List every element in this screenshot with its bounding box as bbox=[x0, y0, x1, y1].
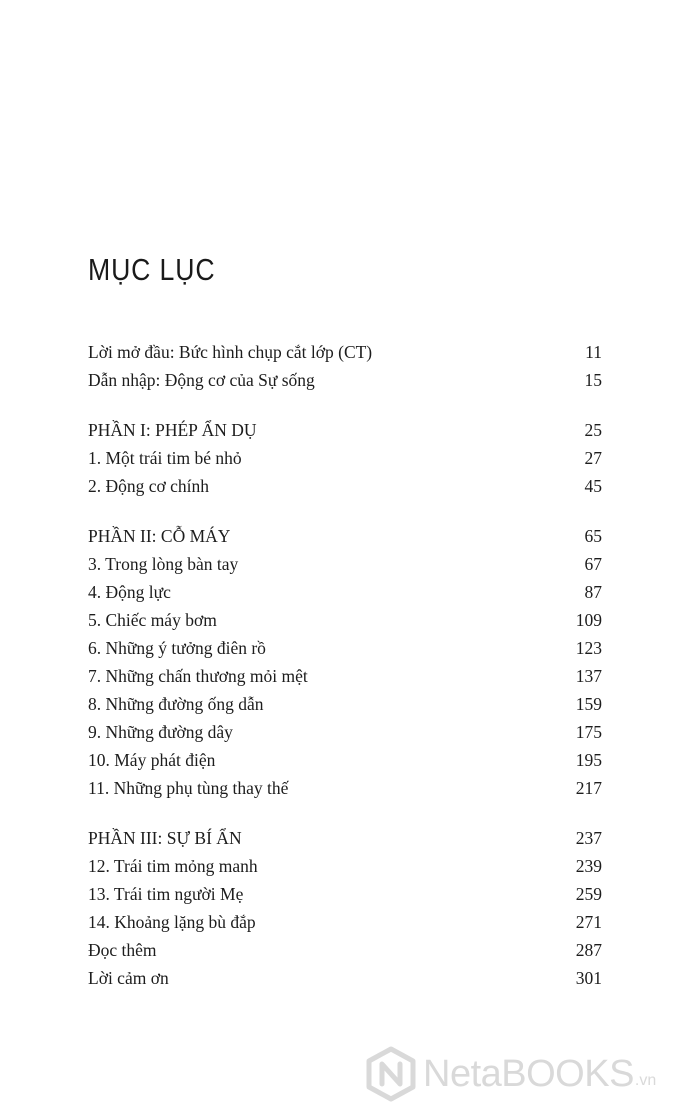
toc-entry-page: 67 bbox=[584, 554, 602, 574]
toc-part-heading bbox=[88, 522, 602, 550]
toc-entry-page: 137 bbox=[575, 666, 602, 686]
toc-entry-label: Lời mở đầu: Bức hình chụp cắt lớp (CT) bbox=[88, 342, 373, 362]
toc-entry-label: 5. Chiếc máy bơm bbox=[88, 610, 217, 630]
toc-entry-page: 123 bbox=[575, 638, 602, 658]
toc-entry-page: 195 bbox=[575, 750, 602, 770]
toc-entry-label: 12. Trái tim mỏng manh bbox=[88, 856, 258, 876]
toc-entry-label: 9. Những đường dây bbox=[88, 722, 233, 742]
toc-entry-page: 159 bbox=[575, 694, 602, 714]
toc-part-heading bbox=[88, 416, 602, 444]
toc-entry-page: 237 bbox=[575, 828, 602, 848]
toc-entry-page: 87 bbox=[584, 582, 602, 602]
toc-entry-label: Dẫn nhập: Động cơ của Sự sống bbox=[88, 370, 315, 390]
toc-entry-page: 287 bbox=[575, 940, 602, 960]
toc-group-front bbox=[88, 338, 602, 394]
toc-entry-label: 8. Những đường ống dẫn bbox=[88, 694, 264, 714]
table-of-contents bbox=[88, 338, 602, 992]
toc-entry-label: 1. Một trái tim bé nhỏ bbox=[88, 448, 242, 468]
toc-entry bbox=[88, 606, 602, 634]
toc-group-part1 bbox=[88, 416, 602, 500]
toc-entry bbox=[88, 936, 602, 964]
toc-entry-label: 4. Động lực bbox=[88, 582, 171, 602]
toc-entry bbox=[88, 578, 602, 606]
toc-entry-page: 109 bbox=[575, 610, 602, 630]
toc-entry bbox=[88, 634, 602, 662]
toc-entry-page: 217 bbox=[575, 778, 602, 798]
toc-group-part3 bbox=[88, 824, 602, 992]
toc-entry-page: 259 bbox=[575, 884, 602, 904]
toc-entry bbox=[88, 690, 602, 718]
toc-entry bbox=[88, 550, 602, 578]
toc-group-part2 bbox=[88, 522, 602, 802]
toc-entry bbox=[88, 908, 602, 936]
watermark-suffix: .vn bbox=[634, 1072, 657, 1089]
watermark-brand: NetaBOOKS bbox=[423, 1052, 634, 1095]
toc-entry-label: PHẦN III: SỰ BÍ ẨN bbox=[88, 828, 242, 848]
toc-entry bbox=[88, 774, 602, 802]
toc-entry-label: Đọc thêm bbox=[88, 940, 157, 960]
toc-entry-label: 6. Những ý tưởng điên rồ bbox=[88, 638, 266, 658]
toc-entry-page: 25 bbox=[584, 420, 602, 440]
toc-entry bbox=[88, 718, 602, 746]
toc-entry-page: 15 bbox=[584, 370, 602, 390]
toc-entry bbox=[88, 964, 602, 992]
toc-entry-page: 175 bbox=[575, 722, 602, 742]
toc-entry-page: 45 bbox=[584, 476, 602, 496]
toc-entry bbox=[88, 444, 602, 472]
toc-entry bbox=[88, 852, 602, 880]
toc-entry bbox=[88, 366, 602, 394]
toc-entry-page: 27 bbox=[584, 448, 602, 468]
toc-entry-label: 13. Trái tim người Mẹ bbox=[88, 884, 244, 904]
toc-entry-page: 65 bbox=[584, 526, 602, 546]
n-hexagon-logo-icon bbox=[365, 1046, 417, 1102]
watermark bbox=[365, 1046, 656, 1102]
toc-part-heading bbox=[88, 824, 602, 852]
toc-entry-label: 11. Những phụ tùng thay thế bbox=[88, 778, 289, 798]
toc-entry-page: 11 bbox=[585, 342, 602, 362]
toc-entry bbox=[88, 338, 602, 366]
page-title: MỤC LỤC bbox=[88, 252, 216, 287]
toc-entry-label: 14. Khoảng lặng bù đắp bbox=[88, 912, 256, 932]
toc-entry-page: 301 bbox=[575, 968, 602, 988]
toc-entry bbox=[88, 746, 602, 774]
toc-entry-label: 3. Trong lòng bàn tay bbox=[88, 554, 239, 574]
toc-entry-label: PHẦN I: PHÉP ẨN DỤ bbox=[88, 420, 257, 440]
toc-entry-label: Lời cảm ơn bbox=[88, 968, 169, 988]
toc-entry bbox=[88, 662, 602, 690]
toc-entry-label: 7. Những chấn thương mỏi mệt bbox=[88, 666, 308, 686]
toc-entry-page: 239 bbox=[575, 856, 602, 876]
toc-entry-label: 2. Động cơ chính bbox=[88, 476, 210, 496]
toc-entry-label: 10. Máy phát điện bbox=[88, 750, 216, 770]
toc-entry-page: 271 bbox=[575, 912, 602, 932]
toc-entry-label: PHẦN II: CỖ MÁY bbox=[88, 526, 231, 546]
toc-entry bbox=[88, 880, 602, 908]
toc-entry bbox=[88, 472, 602, 500]
